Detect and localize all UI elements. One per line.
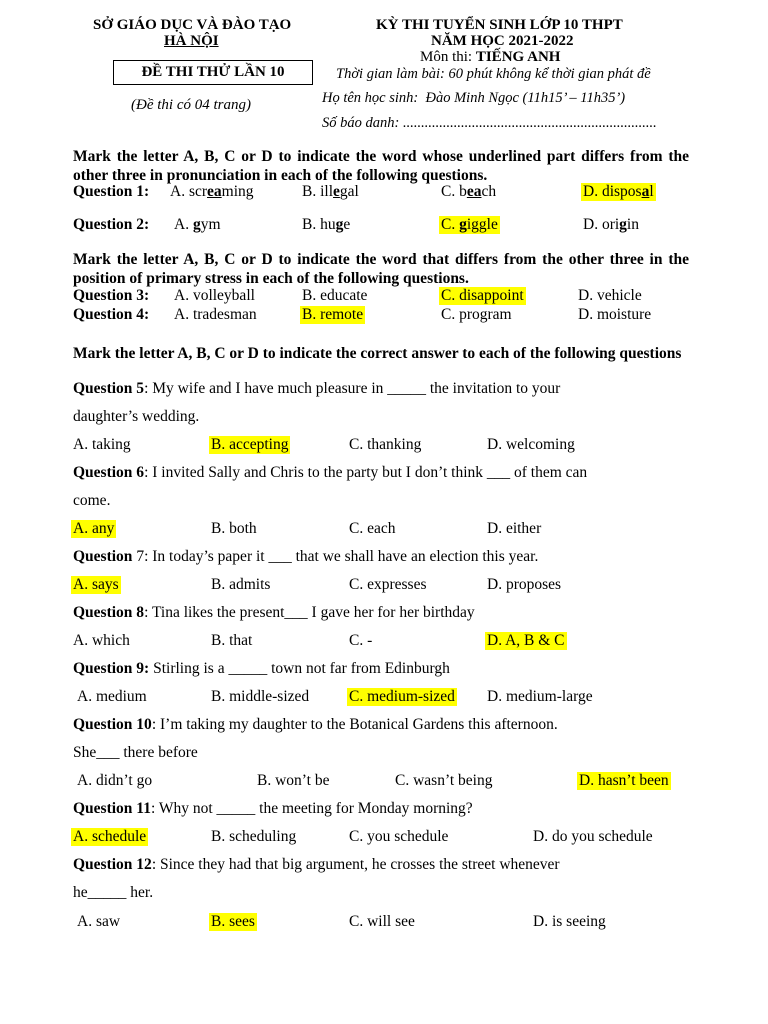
question-9-stem	[73, 660, 713, 680]
department-city: HÀ NỘI	[164, 33, 219, 49]
candidate-number-line	[322, 115, 657, 132]
section-2-instruction: Mark the letter A, B, C or D to indicate the word that differs from the other three in the position of primary stress in each of the following questions.	[73, 251, 689, 287]
question-4-option-c[interactable]: C. program	[441, 306, 512, 323]
question-9-text: Stirling is a _____ town not far from Edinburgh	[149, 660, 450, 677]
question-12-text-cont: he_____ her.	[73, 884, 154, 901]
question-8-text: : Tina likes the present___ I gave her for her birthday	[144, 604, 475, 621]
question-6-option-c[interactable]: C. each	[349, 520, 396, 537]
question-8-option-d[interactable]: D. A, B & C	[487, 632, 565, 649]
section-1-instruction: Mark the letter A, B, C or D to indicate the word whose underlined part differs from the other three in pronunciation in each of the following questions.	[73, 148, 689, 184]
question-4-label: Question 4:	[73, 306, 150, 323]
question-2	[73, 216, 713, 236]
question-12-option-a[interactable]: A. saw	[77, 913, 121, 930]
question-3-option-b[interactable]: B. educate	[302, 287, 368, 304]
question-2-option-a[interactable]: A. gym	[174, 216, 221, 233]
question-10-stem	[73, 716, 713, 736]
question-10-text-cont: She___ there before	[73, 744, 198, 761]
question-9-label: Question 9:	[73, 660, 150, 677]
question-7-option-d[interactable]: D. proposes	[487, 576, 562, 593]
question-6-text: : I invited Sally and Chris to the party but I don’t think ___ of them can	[144, 464, 588, 481]
question-8-label: Question 8	[73, 604, 145, 621]
question-9-option-a[interactable]: A. medium	[77, 688, 147, 705]
question-10-option-b[interactable]: B. won’t be	[257, 772, 330, 789]
question-2-option-d[interactable]: D. origin	[583, 216, 639, 233]
question-5-text-cont: daughter’s wedding.	[73, 408, 200, 425]
question-7-option-c[interactable]: C. expresses	[349, 576, 427, 593]
question-6-stem-cont	[73, 492, 713, 512]
question-5-option-b[interactable]: B. accepting	[211, 436, 289, 453]
question-7-option-b[interactable]: B. admits	[211, 576, 271, 593]
question-9-option-c[interactable]: C. medium-sized	[349, 688, 455, 705]
question-5-stem-cont	[73, 408, 713, 428]
question-12-option-c[interactable]: C. will see	[349, 913, 415, 930]
question-12-stem-cont	[73, 884, 713, 904]
question-7-stem	[73, 548, 713, 568]
question-7-text: : In today’s paper it ___ that we shall have an election this year.	[144, 548, 539, 565]
question-1-label: Question 1:	[73, 183, 150, 200]
question-6-text-cont: come.	[73, 492, 111, 509]
question-3-label: Question 3:	[73, 287, 150, 304]
school-year: NĂM HỌC 2021-2022	[431, 33, 574, 49]
department-name: SỞ GIÁO DỤC VÀ ĐÀO TẠO	[93, 17, 292, 33]
question-8-options	[73, 632, 713, 652]
question-8-option-b[interactable]: B. that	[211, 632, 253, 649]
question-6-option-d[interactable]: D. either	[487, 520, 542, 537]
question-1-option-c[interactable]: C. beach	[441, 183, 497, 200]
question-5-text: : My wife and I have much pleasure in _____ the invitation to your	[144, 380, 561, 397]
question-6-stem	[73, 464, 713, 484]
question-8-option-a[interactable]: A. which	[73, 632, 130, 649]
question-10-options	[73, 772, 713, 792]
question-11-options	[73, 828, 713, 848]
pages-note: (Đề thi có 04 trang)	[131, 97, 251, 113]
question-5-label: Question 5	[73, 380, 145, 397]
question-1-option-b[interactable]: B. illegal	[302, 183, 359, 200]
question-11-option-a[interactable]: A. schedule	[73, 828, 147, 845]
question-4-option-b[interactable]: B. remote	[302, 306, 364, 323]
student-name: Đào Minh Ngọc (11h15’ – 11h35’)	[425, 90, 626, 106]
question-9-options	[73, 688, 713, 708]
question-12-text: : Since they had that big argument, he crosses the street whenever	[151, 856, 560, 873]
question-5-option-a[interactable]: A. taking	[73, 436, 131, 453]
question-1	[73, 183, 713, 203]
question-3-option-c[interactable]: C. disappoint	[441, 287, 524, 304]
question-2-label: Question 2:	[73, 216, 150, 233]
question-4	[73, 306, 713, 326]
subject-line	[420, 49, 560, 66]
time-note: Thời gian làm bài: 60 phút không kể thời gian phát đề	[336, 66, 651, 82]
question-12-label: Question 12	[73, 856, 152, 873]
question-5-stem	[73, 380, 713, 400]
candidate-number-label: Số báo danh:	[322, 115, 400, 131]
question-5-option-c[interactable]: C. thanking	[349, 436, 422, 453]
question-10-option-a[interactable]: A. didn’t go	[77, 772, 153, 789]
question-3-option-d[interactable]: D. vehicle	[578, 287, 642, 304]
question-1-option-d[interactable]: D. disposal	[583, 183, 654, 200]
question-8-option-c[interactable]: C. -	[349, 632, 373, 649]
question-11-option-d[interactable]: D. do you schedule	[533, 828, 653, 845]
question-11-stem	[73, 800, 713, 820]
question-3-option-a[interactable]: A. volleyball	[174, 287, 255, 304]
question-9-option-d[interactable]: D. medium-large	[487, 688, 593, 705]
student-line	[322, 90, 625, 107]
question-12-option-b[interactable]: B. sees	[211, 913, 255, 930]
exam-title: KỲ THI TUYỂN SINH LỚP 10 THPT	[376, 17, 623, 33]
question-2-option-c[interactable]: C. giggle	[441, 216, 498, 233]
question-11-option-c[interactable]: C. you schedule	[349, 828, 449, 845]
question-11-label: Question 11	[73, 800, 151, 817]
question-5-options	[73, 436, 713, 456]
student-label: Họ tên học sinh:	[322, 90, 419, 106]
question-12-option-d[interactable]: D. is seeing	[533, 913, 606, 930]
question-9-option-b[interactable]: B. middle-sized	[211, 688, 310, 705]
question-6-label: Question 6	[73, 464, 145, 481]
question-10-stem-cont	[73, 744, 713, 764]
question-6-option-b[interactable]: B. both	[211, 520, 257, 537]
question-8-stem	[73, 604, 713, 624]
question-11-text: : Why not _____ the meeting for Monday morning?	[150, 800, 473, 817]
question-3	[73, 287, 713, 307]
question-10-label: Question 10	[73, 716, 152, 733]
subject-name: TIẾNG ANH	[475, 49, 561, 65]
question-10-text: : I’m taking my daughter to the Botanical Gardens this afternoon.	[151, 716, 558, 733]
question-10-option-d[interactable]: D. hasn’t been	[579, 772, 669, 789]
question-7-option-a[interactable]: A. says	[73, 576, 119, 593]
question-1-option-a[interactable]: A. screaming	[170, 183, 254, 200]
exam-attempt-box: ĐỀ THI THỬ LẦN 10	[113, 60, 313, 85]
question-6-options	[73, 520, 713, 540]
question-7-label: Question	[73, 548, 137, 565]
question-5-option-d[interactable]: D. welcoming	[487, 436, 575, 453]
question-2-option-b[interactable]: B. huge	[302, 216, 351, 233]
subject-label: Môn thi:	[420, 49, 473, 65]
question-10-option-c[interactable]: C. wasn’t being	[395, 772, 493, 789]
question-4-option-a[interactable]: A. tradesman	[174, 306, 257, 323]
question-12-options	[73, 913, 713, 933]
question-12-stem	[73, 856, 713, 876]
question-4-option-d[interactable]: D. moisture	[578, 306, 652, 323]
question-7-options	[73, 576, 713, 596]
question-7-number: 7	[136, 548, 145, 565]
question-11-option-b[interactable]: B. scheduling	[211, 828, 297, 845]
candidate-number-dots: ......................................................................	[402, 115, 657, 131]
question-6-option-a[interactable]: A. any	[73, 520, 115, 537]
section-3-instruction: Mark the letter A, B, C or D to indicate the correct answer to each of the following questions	[73, 345, 682, 362]
